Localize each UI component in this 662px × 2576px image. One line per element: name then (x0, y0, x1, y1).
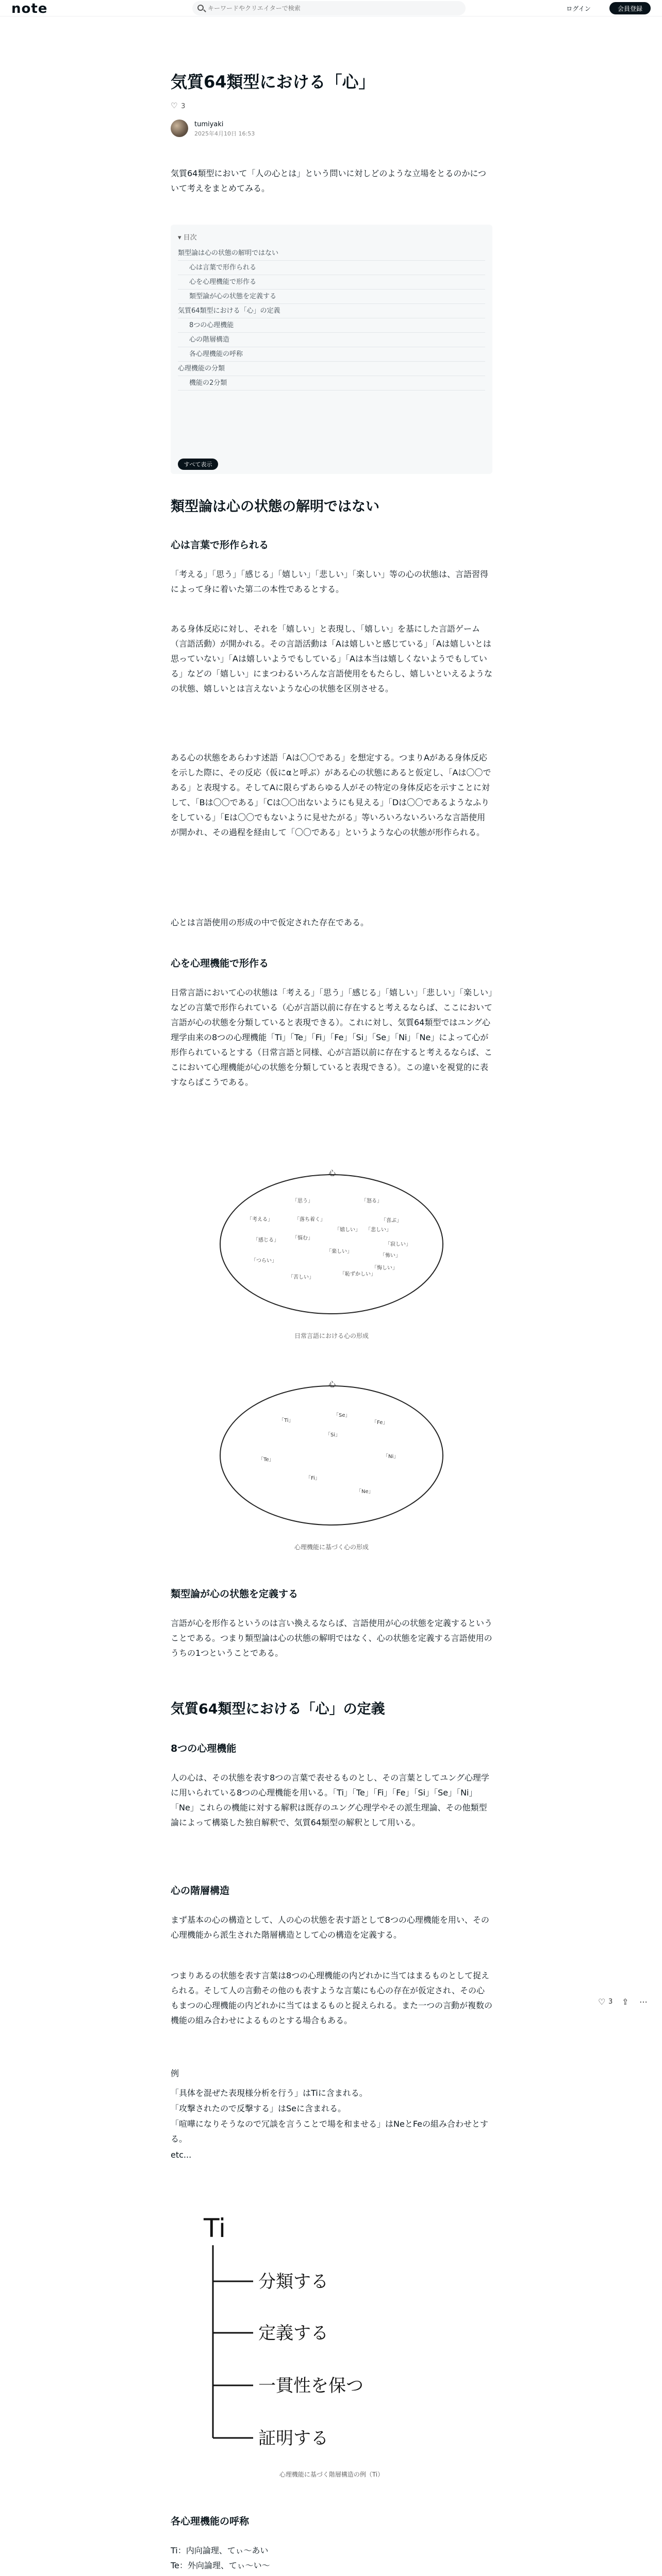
section-heading: 気質64類型における「心」の定義 (171, 1701, 385, 1717)
figure-caption: 心理機能に基づく階層構造の例（Ti） (279, 2471, 384, 2478)
diagram-word: 「つらい」 (251, 1258, 277, 1264)
diagram-function: 「Ni」 (383, 1454, 399, 1460)
body-paragraph: 「攻撃されたので反撃する」はSeに含まれる。 (171, 2104, 346, 2113)
floating-action-bar (598, 1995, 655, 2010)
body-paragraph: etc... (171, 2150, 192, 2160)
diagram-word: 「感じる」 (253, 1238, 279, 1243)
diagram-word: 「苦しい」 (288, 1275, 314, 1280)
body-paragraph: 「喧嘩になりそうなので冗談を言うことで場を和ませる」はNeとFeの組み合わせとする。 (171, 2119, 488, 2144)
toc-item[interactable]: 心理機能の分類 (178, 362, 485, 376)
list-item: Te：外向論理、てぃ〜い〜 (171, 2561, 270, 2570)
diagram-word: 「恥ずかしい」 (340, 1272, 376, 1277)
subsection-heading: 8つの心理機能 (171, 1743, 237, 1754)
signup-button[interactable]: 会員登録 (609, 2, 651, 14)
search-bar[interactable] (192, 1, 466, 15)
body-paragraph: 例 (171, 2069, 179, 2078)
body-paragraph: 「具体を混ぜた表現様分析を行う」はTiに含まれる。 (171, 2088, 368, 2098)
body-paragraph: ある心の状態をあらわす述語「Aは〇〇である」を想定する。つまりAがある身体反応を示した際に、その反応（仮にαと呼ぶ）がある心の状態にあると仮定し、「Aは〇〇である」と表現する。そしてAに限らずあらゆる人がその特定の身体反応を示すことに対して、「Bは〇〇である」「Cは〇〇出ないようにも見える」「Dは〇〇であるようなふりをしている」「Eは〇〇でもないように見せたがる」等いろいろないろいろな言語使用が開かれ、その過程を経由して「〇〇である」というような心の状態が形作られる。 (171, 753, 491, 837)
body-paragraph: 日常言語において心の状態は「考える」「思う」「感じる」「嬉しい」「悲しい」「楽しい」などの言葉で形作られている（心が言語以前に存在すると考えるならば、ここにおいて言語が心の状態を分類していると表現できる）。これに対し、気質64類型ではユング心理学由来の8つの心理機能「Ti」「Te」「Fi」「Fe」「Si」「Se」「Ni」「Ne」によって心が形作られているとする（日常言語と同様、心が言語以前に存在すると考えるならば、ここにおいて心理機能が心の状態を分類していると表現できる）。この違いを視覚的に表すならばこうである。 (171, 988, 493, 1087)
diagram-word: 「考える」 (247, 1217, 273, 1223)
diagram-word: 「喜ぶ」 (381, 1218, 402, 1224)
function-names-list (171, 2543, 492, 2576)
diagram-function: 「Si」 (325, 1432, 341, 1438)
more-icon[interactable]: ⋯ (639, 1997, 648, 2007)
share-icon[interactable]: ⇪ (622, 1997, 629, 2007)
diagram-function: 「Ne」 (356, 1489, 374, 1495)
toc-item[interactable]: 心を心理機能で形作る (178, 275, 485, 290)
diagram-word: 「悩む」 (292, 1235, 313, 1241)
tree-child-label: 定義する (258, 2323, 328, 2344)
author-avatar[interactable] (171, 120, 188, 137)
top-navigation-bar (0, 0, 662, 16)
tree-child-label: 分類する (258, 2272, 328, 2292)
figure-everyday-language (171, 1159, 492, 1345)
diagram-word: 「悔しい」 (372, 1265, 398, 1271)
like-count: 3 (181, 103, 186, 110)
body-paragraph: まず基本の心の構造として、人の心の状態を表す語として8つの心理機能を用い、その心理機能から派生された階層構造として心の構造を定義する。 (171, 1915, 489, 1940)
intro-paragraph: 気質64類型において「人の心とは」という問いに対しどのような立場をとるのかについて考えをまとめてみる。 (171, 168, 487, 193)
body-paragraph: 人の心は、その状態を表す8つの言葉で表せるものとし、その言葉としてユング心理学に用いられている8つの心理機能を用いる。「Ti」「Te」「Fi」「Fe」「Si」「Se」「Ni」「Ne」これらの機能に対する解釈は既存のユング心理学やその派生理論、その他類型論によって構築した独自解釈で、気質64類型の解釈として用いる。 (171, 1773, 489, 1827)
body-paragraph: 言語が心を形作るというのは言い換えるならば、言語使用が心の状態を定義するということである。つまり類型論は心の状態の解明ではなく、心の状態を定義する言語使用のうちの1つということである。 (171, 1618, 493, 1658)
heart-icon[interactable]: ♡ (598, 1997, 606, 2007)
figure-hierarchy-tree (171, 2195, 492, 2483)
figure-caption: 心理機能に基づく心の形成 (294, 1544, 369, 1551)
toc-item[interactable]: 気質64類型における「心」の定義 (178, 304, 485, 318)
subsection-heading: 心は言葉で形作られる (171, 539, 269, 551)
diagram-function: 「Fe」 (372, 1420, 388, 1426)
heart-icon[interactable]: ♡ (171, 101, 178, 110)
svg-text:心: 心 (328, 1381, 336, 1389)
author-name[interactable]: tumiyaki (194, 121, 224, 128)
toc-heading[interactable]: ▾ 目次 (178, 234, 197, 242)
toc-item[interactable]: 類型論は心の状態の解明ではない (178, 246, 485, 261)
figure-psychological-functions (171, 1370, 492, 1556)
diagram-word: 「怖い」 (380, 1253, 401, 1259)
toc-toggle-icon[interactable]: ▾ (178, 234, 184, 242)
body-paragraph: 心とは言語使用の形成の中で仮定された存在である。 (171, 918, 369, 927)
diagram-function: 「Se」 (334, 1413, 351, 1418)
subsection-heading: 心を心理機能で形作る (171, 958, 269, 969)
body-paragraph: つまりあるの状態を表す言葉は8つの心理機能の内どれかに当てはまるものとして捉えられる。そして人の言動その他のも表すような言葉にも心の存在が仮定され、その心もまつの心理機能の内どれかに当てはまるものと捉えられる。また一つの言動が複数の機能の組み合わせによるものとする場合もある。 (171, 1971, 493, 2025)
diagram-word: 「落ち着く」 (294, 1217, 325, 1223)
toc-item[interactable]: 心の階層構造 (178, 333, 485, 347)
toc-list (178, 246, 485, 391)
toc-show-all-button[interactable]: すべて表示 (178, 459, 218, 470)
ellipse-diagram (171, 1370, 492, 1540)
toc-item[interactable]: 機能の2分類 (178, 376, 485, 391)
toc-item[interactable]: 心は言葉で形作られる (178, 261, 485, 275)
diagram-word: 「楽しい」 (326, 1249, 352, 1255)
search-icon (197, 5, 204, 11)
author-block[interactable] (171, 120, 492, 140)
hierarchy-tree-diagram (171, 2195, 492, 2463)
note-logo[interactable]: note (11, 1, 48, 16)
tree-root-label: Ti (204, 2213, 226, 2243)
svg-text:心: 心 (328, 1170, 336, 1178)
diagram-word: 「嬉しい」 (335, 1227, 360, 1233)
toc-item[interactable]: 8つの心理機能 (178, 318, 485, 333)
subsection-heading: 各心理機能の呼称 (171, 2516, 250, 2527)
list-item: Ti：内向論理、てぃ〜あい (171, 2546, 269, 2555)
diagram-function: 「Fi」 (306, 1476, 320, 1481)
section-heading: 類型論は心の状態の解明ではない (171, 499, 379, 515)
tree-child-label: 証明する (258, 2428, 328, 2449)
subsection-heading: 類型論が心の状態を定義する (171, 1588, 299, 1600)
table-of-contents (171, 225, 492, 474)
search-input[interactable] (208, 3, 455, 13)
floating-like-count: 3 (608, 1998, 613, 2006)
diagram-function: 「Ti」 (279, 1418, 294, 1423)
ellipse-diagram (171, 1159, 492, 1329)
article-title: 気質64類型における「心」 (171, 72, 375, 92)
login-button[interactable]: ログイン (560, 2, 597, 14)
body-paragraph: 「考える」「思う」「感じる」「嬉しい」「悲しい」「楽しい」等の心の状態は、言語習得によって身に着いた第二の本性であるとする。 (171, 569, 489, 594)
figure-caption: 日常言語における心の形成 (294, 1332, 369, 1340)
diagram-word: 「怒る」 (361, 1198, 382, 1204)
body-paragraph: ある身体反応に対し、それを「嬉しい」と表現し、「嬉しい」を基にした言語ゲーム（言語活動）が開かれる。その言語活動は「Aは嬉しいと感じている」「Aは嬉しいとは思っていない」「Aは嬉しいようでもしている」「Aは本当は嬉しくないようでもしている」などの「嬉しい」にまつわるいろんな言語使用をもたらし、嬉しいといえるようなの状態、嬉しいとは言えないような心の状態を区別させる。 (171, 624, 493, 693)
subsection-heading: 心の階層構造 (171, 1885, 230, 1896)
diagram-word: 「寂しい」 (385, 1242, 411, 1247)
list-item (171, 2573, 492, 2576)
toc-item[interactable]: 類型論が心の状態を定義する (178, 290, 485, 304)
tree-child-label: 一貫性を保つ (258, 2376, 363, 2396)
toc-item[interactable]: 各心理機能の呼称 (178, 347, 485, 362)
diagram-function: 「Te」 (258, 1457, 274, 1463)
like-bar (171, 101, 492, 112)
publish-date: 2025年4月10日 16:53 (194, 130, 255, 137)
diagram-word: 「思う」 (292, 1198, 313, 1204)
diagram-word: 「悲しい」 (366, 1227, 391, 1233)
